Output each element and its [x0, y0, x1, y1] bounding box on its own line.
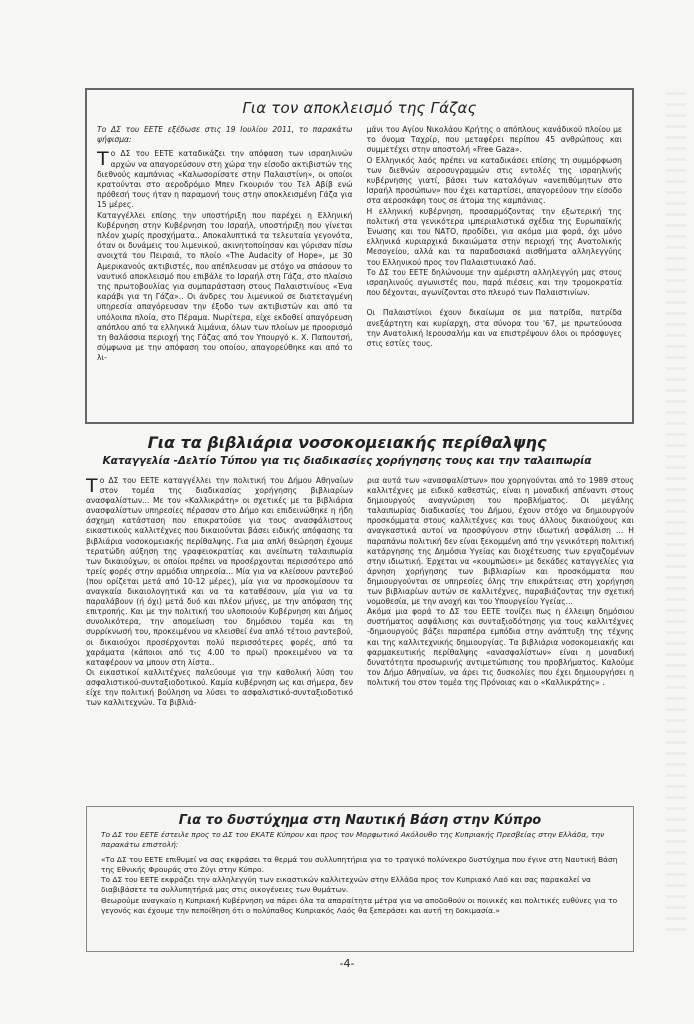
page-number: -4- — [339, 957, 355, 970]
drop-cap: Τ — [97, 148, 109, 171]
health-column-left — [86, 476, 353, 798]
gaza-column-left — [97, 125, 353, 416]
bleed-through-text — [666, 92, 686, 932]
cyprus-letter-paragraph: Το ΔΣ του ΕΕΤΕ εκφράζει την αλληλεγγύη των εικαστικών καλλιτεχνών στην Ελλάδα προς τον Κυπριακό Λαό και σας παρακαλεί να διαβιβάσετε τα συλλυπητήριά μας στις οικογένειες των θυμάτων. — [101, 875, 591, 895]
health-paragraph: Οι εικαστικοί καλλιτέχνες παλεύουμε για την καθολική λύση του ασφαλιστικού-συνταξιοδοτικού. Καμία κυβέρνηση ως και σήμερα, δεν είχε την πολιτική βούληση να λύσει το ασφαλιστικό-συνταξιοδοτικό των καλλιτεχνών. Τα βιβλιά- — [86, 667, 353, 708]
gaza-paragraph: Η ελληνική κυβέρνηση, προσαρμόζοντας την εξωτερική της πολιτική στα γενικότερα ιμπεριαλιστικά σχέδια της Ευρωπαϊκής Ένωσης και του ΝΑΤΟ, προδίδει, για ακόμα μια φορά, όχι μόνο ελληνικά κυριαρχικά δικαιώματα στην περιοχή της Ανατολικής Μεσογείου, αλλά και τα παραδοσιακά αισθήματα αλληλεγγύης του Ελληνικού προς τον Παλαιστινιακό Λαό. — [366, 206, 622, 267]
health-booklets-columns — [86, 476, 634, 798]
health-booklets-title: Για τα βιβλιάρια νοσοκομειακής περίθαλψης — [147, 433, 547, 452]
health-paragraph — [86, 476, 353, 668]
health-paragraph: Ακόμα μια φορά το ΔΣ του ΕΕΤΕ τονίζει πως η έλλειψη δημόσιου συστήματος ασφάλισης και συνταξιοδότησης για τους καλλιτέχνες -δημιουργούς βάζει παραπέρα εμπόδια στην ανάπτυξη της τέχνης και της καλλιτεχνικής δημιουργίας. Τα βιβλιάρια νοσοκομειακής και φαρμακευτικής περίθαλψης «ανασφαλίστων» είναι η μοναδική δυνατότητα προσωρινής αντιμετώπισης του προβλήματος. Καλούμε τον Δήμο Αθηναίων, να άρει τις δυσκολίες που έχει δημιουργήσει η πολιτική του στον τομέα της Πρόνοιας και ο «Καλλικράτης» . — [367, 607, 634, 687]
health-paragraph-text: ο ΔΣ του ΕΕΤΕ καταγγέλλει την πολιτική του Δήμου Αθηναίων στον τομέα της διαδικασίας χορήγησης βιβλιαρίων ανασφαλίστων... Με τον «Καλλικράτη» οι σχετικές με τα βιβλιάρια ανασφαλίστων υπηρεσίες πέρασαν στο Δήμο και επιδεινώθηκε η ήδη άσχημη κατάσταση που επικρατούσε για τους ανασφάλιστους εικαστικούς καλλιτέχνες που δικαιούνται βάσει ειδικής απόφασης τα βιβλιάρια νοσοκομειακής περίθαλψης. Για μια απλή θεώρηση έχουμε τερατώδη αύξηση της γραφειοκρατίας και ανείπωτη ταλαιπωρία των δικαιούχων, οι οποίοι πρέπει να προσέρχονται περισσότερο από τρείς φορές στην αρμόδια υπηρεσία... Μία για να κλείσουν ραντεβού (που ορίζεται μετά από 10-12 μέρες), μία για να προσκομίσουν τα αναγκαία δικαιολογητικά και να τα καταθέσουν, μία για να τα παραλάβουν (ή όχι) μετά δυό και πλέον μήνες, με την απόφαση της επιτροπής. Και με την πολιτική του υλοποιούν Κυβέρνηση και Δήμος συνολικότερα, την απομείωση του δημόσιου τομέα και τη συρρίκνωσή του, προκειμένου να κλεισθεί ένα απλό τέτοιο ραντεβού, οι δικαιούχοι προσέρχονται πολύ περισσότερες φορές, από τα χαράματα (κάποιοι από τις 4.00 το πρωί) προκειμένου να τα καταφέρουν να μπουν στη λίστα.. — [86, 476, 353, 667]
cyprus-letter — [87, 853, 633, 917]
gaza-paragraph: Ο Ελληνικός λαός πρέπει να καταδικάσει επίσης τη συμμόρφωση των διεθνών αεροσυγραμμών στις εντολές της ισραηλινής κυβέρνησης γιατί, βάσει των καταλόγων «ανεπιθύμητων στο Ισραήλ προσώπων» που έχει καταρτίσει, απαγορεύουν την είσοδο στα αεροσκάφη τους σε άτομα της καμπάνιας. — [366, 155, 622, 206]
health-paragraph: ρια αυτά των «ανασφαλίστων» που χορηγούνται από το 1989 στους καλλιτέχνες με ειδικό καθεστώς, είναι η μοναδική απέναντι στους δημιουργούς αναγνώριση του προβλήματος. Οι μεγάλης ταλαιπωρίας διαδικασίες του Δήμου, έχουν στόχο να δημιουργούν προσκόμματα στους καλλιτέχνες και τους άλλους δικαιούχους και αναγκαστικά αυτοί να προσφύγουν στην ιδιωτική ασφάλιση ... Η παραπάνω πολιτική δεν είναι ξεκομμένη από την γενικότερη πολιτική κατάργησης της Δημόσια Υγείας και διοχέτευσης των εργαζομένων στην ιδιωτική. Έρχεται να «κουμπώσει» με δεκάδες καταγγελίες για άρνηση χορήγησης των βιβλιαρίων και προσκόμματα που δημιουργούνται σε υπηρεσίες όλης την επικράτειας στη χορήγηση των βιβλιαρίων αυτών σε καλλιτέχνες, παραβιάζοντας την σχετική νομοθεσία, με την ανοχή και του Υπουργείου Υγείας... — [367, 476, 634, 607]
gaza-intro: Το ΔΣ του ΕΕΤΕ εξέδωσε στις 19 Ιουλίου 2011, το παρακάτω ψήφισμα: — [97, 125, 353, 145]
cyprus-letter-paragraph: Θεωρούμε αναγκαίο η Κυπριακή Κυβέρνηση να πάρει όλα τα απαραίτητα μέτρα για να αποδοθούν οι ποινικές και πολιτικές ευθύνες για το γεγονός και έχουμε την πεποίθηση ότι ο πολύπαθος Κυπριακός Λαός θα ξεπεράσει και αυτή τη δοκιμασία.» — [101, 895, 618, 916]
cyprus-article-box — [86, 806, 634, 952]
cyprus-letter-paragraph: «Το ΔΣ του ΕΕΤΕ επιθυμεί να σας εκφράσει τα θερμά του συλλυπητήρια για το τραγικό πολύνεκρο δυστύχημα που έγινε στη Ναυτική Βάση της Εθνικής Φρουράς στο Ζύγι στην Κύπρο. — [101, 854, 618, 874]
gaza-article-title: Για τον αποκλεισμό της Γάζας — [242, 99, 477, 117]
gaza-paragraph — [97, 149, 353, 210]
gaza-article-columns — [97, 125, 622, 416]
gaza-column-right — [367, 125, 623, 416]
gaza-paragraph: Το ΔΣ του ΕΕΤΕ δηλώνουμε την αμέριστη αλληλεγγύη μας στους ισραηλινούς αγωνιστές που, παρά πιέσεις και την τρομοκρατία που δέχονται, αγωνίζονται στο πλευρό των Παλαιστινίων. — [366, 267, 622, 298]
gaza-paragraph: Καταγγέλλει επίσης την υποστήριξη που παρέχει η Ελληνική Κυβέρνηση στην Κυβέρνηση του Ισραήλ, υποστήριξη που γίνεται πλέον χωρίς προσχήματα.. Αποκαλυπτικά τα τελευταία γεγονότα, όταν οι δυνάμεις του λιμενικού, ακινητοποίησαν και γύρισαν πίσω ανοιχτά του Πειραιά, το πλοίο «The Audacity of Hope», με 30 Αμερικανούς ακτιβιστές, που απέπλευσαν με στόχο να σπάσουν το ναυτικό αποκλεισμό που επιβάλε το Ισραήλ στη Γάζα, στο πλαίσιο της πρωτοβουλίας για συμπαράσταση στους Παλαιστινίους «Ένα καράβι για τη Γάζα».. Οι άνδρες του λιμενικού σε διατεταγμένη υπηρεσία απαγόρευσαν την έξοδο των ακτιβιστών και από τα υπόλοιπα πλοία, στο Πέραμα. Νωρίτερα, είχε εκδοθεί απαγόρευση απόπλου από τα ελληνικά λιμάνια, όλων των πλοίων με προορισμό τη θαλάσσια περιοχή της Γάζας από τον Υπουργό κ. Χ. Παπουτσή, σύμφωνα με την απόφαση του οποίου, απαγορεύθηκε και από το λι- — [97, 210, 353, 363]
cyprus-intro-wrap — [87, 830, 633, 850]
health-column-right — [367, 476, 634, 798]
health-booklets-subtitle: Καταγγελία -Δελτίο Τύπου για τις διαδικασίες χορήγησης τους και την ταλαιπωρία — [102, 455, 592, 467]
gaza-paragraph: Οι Παλαιστίνιοι έχουν δικαίωμα σε μια πατρίδα, πατρίδα ανεξάρτητη και κυρίαρχη, στα σύνορα του '67, με πρωτεύουσα την Ανατολική Ιερουσαλήμ και να επιστρέψουν όλοι οι πρόσφυγες στις εστίες τους. — [366, 308, 622, 349]
gaza-paragraph-text: ο ΔΣ του ΕΕΤΕ καταδικάζει την απόφαση των ισραηλινών αρχών να απαγορεύσουν στη χώρα την είσοδο ακτιβιστών της διεθνούς καμπάνιας «Καλωσορίσατε στην Παλαιστίνη», οι οποίοι κρατούνται στο αεροδρόμιο Μπεν Γκουριόν του Τελ Αβίβ ενώ πρόθεσή τους ήταν η παραμονή τους στην αποκλεισμένη Γάζα για 15 μέρες. — [97, 149, 353, 210]
gaza-article-box — [85, 88, 634, 424]
cyprus-intro: Το ΔΣ του ΕΕΤΕ έστειλε προς το ΔΣ του ΕΚΑΤΕ Κύπρου και προς τον Μορφωτικό Ακόλουθο της Κυπριακής Πρεσβείας στην Ελλάδα, την παρακάτω επιστολή: — [101, 830, 605, 849]
drop-cap: Τ — [86, 476, 98, 497]
gaza-paragraph: μάνι του Αγίου Νικολάου Κρήτης ο απόπλους κανάδικού πλοίου με το όνομα Ταχρίρ, που μεταφέρει περίπου 45 ανθρώπους και συμμετέχει στην αποστολή «Free Gaza». — [366, 125, 622, 155]
cyprus-article-title: Για το δυστύχημα στη Ναυτική Βάση στην Κύπρο — [178, 813, 542, 828]
